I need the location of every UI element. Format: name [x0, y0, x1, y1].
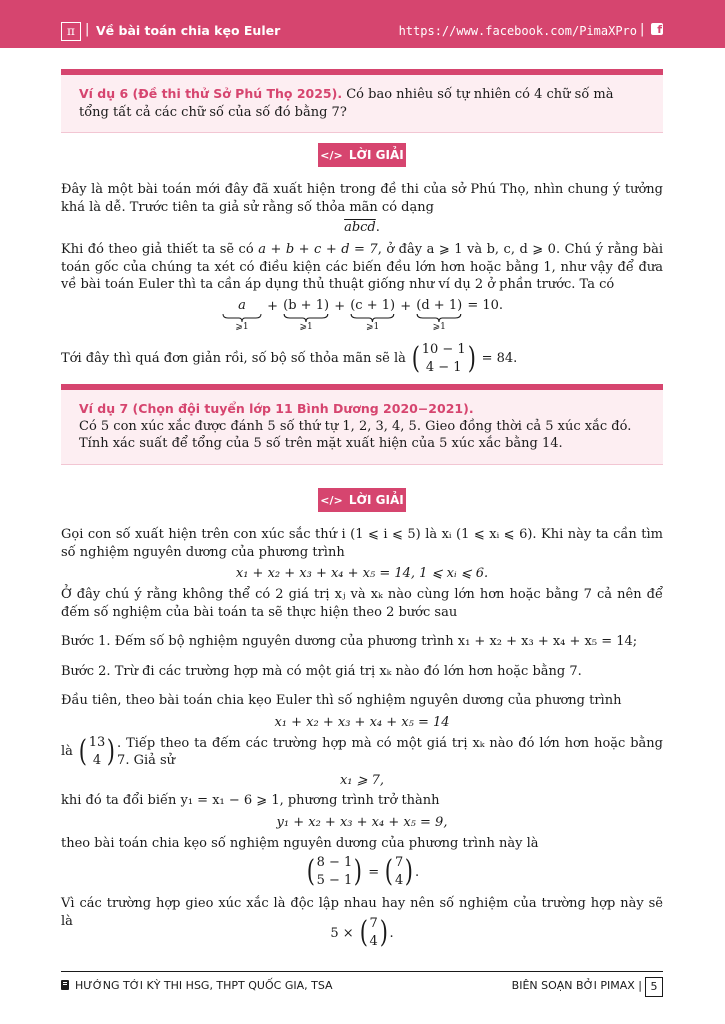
solution-badge — [318, 143, 406, 167]
term-d — [416, 298, 462, 333]
solution-badge — [318, 488, 406, 512]
sol7-equation-4: y₁ + x₂ + x₃ + x₄ + x₅ = 9, — [276, 815, 448, 830]
equals-sign: = — [368, 864, 380, 880]
sol7-paragraph-2: Ở đây chú ý rằng không thể có 2 giá trị xⱼ và xₖ nào cùng lớn hơn hoặc bằng 7 cả nên để đếm số nghiệm của bài toán ta sẽ thực hiện theo 2 bước sau — [61, 587, 663, 620]
sol7-paragraph-7: Vì các trường hợp gieo xúc xắc là độc lập nhau hay nên số nghiệm của trường hợp này sẽ là — [61, 896, 663, 929]
eq-tail: = 10. — [467, 298, 504, 313]
term-text: (c + 1) — [350, 298, 396, 313]
binom-top: 7 — [369, 916, 378, 931]
sol7-paragraph-6: theo bài toán chia kẹo số nghiệm nguyên dương của phương trình này là — [61, 836, 539, 851]
sol6-p2-end: , ở đây a ⩾ 1 và b, c, d ⩾ 0. Chú ý rằng bài toán gốc của chúng ta xét có điều kiện các biến đều lớn hơn hoặc bằng 1, như vậy để đưa về bài toán Euler thì ta cần áp dụng thủ thuật giống như ví dụ 2 ở phần trước. Ta có — [61, 242, 664, 292]
sol6-paragraph-3 — [61, 340, 663, 378]
underbrace-equation: a ⩾1 + (b + 1) ⩾1 + (c + 1) ⩾1 + (d + 1) ⩾1 = 10. — [61, 298, 663, 333]
solution-label: LỜI GIẢI — [348, 148, 404, 162]
underbrace-icon — [350, 314, 395, 322]
binomial-7-4-b: ( 7 4 ) — [384, 854, 414, 889]
binom-bottom: 4 — [369, 934, 378, 949]
term-c — [350, 298, 395, 333]
term-text: a — [238, 298, 246, 313]
binomial-13-4: ( 13 4 ) — [78, 734, 116, 769]
example-7-title: Ví dụ 7 (Chọn đội tuyển lớp 11 Bình Dương 2020−2021). — [79, 401, 474, 416]
sol6-p2-start: Khi đó theo giả thiết ta sẽ có — [61, 242, 254, 257]
number-abcd: abcd — [344, 220, 376, 235]
binom-top: 7 — [394, 855, 404, 870]
term-condition: ⩾1 — [432, 322, 446, 332]
underbrace-icon — [222, 314, 262, 322]
sum-equation: a + b + c + d = 7 — [258, 242, 378, 257]
footer-left — [61, 979, 333, 992]
sol7-equation-6 — [61, 913, 663, 953]
sol7-step-2: Bước 2. Trừ đi các trường hợp mà có một giá trị xₖ nào đó lớn hơn hoặc bằng 7. — [61, 664, 582, 679]
term-a — [222, 298, 262, 333]
example-6-box — [61, 69, 663, 132]
sol7-paragraph-5: khi đó ta đổi biến y₁ = x₁ − 6 ⩾ 1, phương trình trở thành — [61, 793, 440, 808]
sol7-equation-5 — [61, 852, 663, 892]
header-title: Về bài toán chia kẹo Euler — [96, 23, 281, 38]
sol7-equation-1: x₁ + x₂ + x₃ + x₄ + x₅ = 14, 1 ⩽ xᵢ ⩽ 6. — [235, 566, 489, 581]
binomial-7-4-c: ( 7 4 ) — [359, 915, 388, 950]
term-condition: ⩾1 — [299, 322, 313, 332]
footer-rule — [61, 971, 663, 972]
page-number: 5 — [645, 977, 663, 997]
underbrace-icon — [416, 314, 462, 322]
footer-left-text: HƯỚNG TỚI KỲ THI HSG, THPT QUỐC GIA, TSA — [75, 979, 333, 992]
code-icon: </> — [320, 149, 343, 162]
book-icon — [61, 980, 69, 990]
binom-top: 8 − 1 — [316, 855, 353, 870]
binom-bottom: 4 — [394, 873, 404, 888]
page-header — [0, 0, 725, 48]
term-b — [283, 298, 329, 333]
sol7-p4-suffix: . Tiếp theo ta đếm các trường hợp mà có một giá trị xₖ nào đó lớn hơn hoặc bằng 7. Giả sử — [117, 735, 663, 768]
sol7-equation-3: x₁ ⩾ 7, — [339, 773, 385, 788]
binomial-7-4-a: ( 8 − 1 5 − 1 ) — [306, 854, 363, 889]
sol7-paragraph-1: Gọi con số xuất hiện trên con xúc sắc thứ i (1 ⩽ i ⩽ 5) là xᵢ (1 ⩽ xᵢ ⩽ 6). Khi này ta cần tìm số nghiệm nguyên dương của phương trình — [61, 527, 663, 560]
sol7-p4-prefix: là — [61, 744, 73, 760]
eq5-end: . — [414, 864, 420, 880]
code-icon: </> — [320, 494, 343, 507]
term-text: (b + 1) — [283, 298, 330, 313]
term-text: (d + 1) — [416, 298, 463, 313]
example-6-title: Ví dụ 6 (Đề thi thử Sở Phú Thọ 2025). — [79, 86, 343, 101]
binomial-10-4: ( 10 − 1 4 − 1 ) — [411, 341, 476, 376]
binom-bottom: 5 − 1 — [316, 873, 353, 888]
binom-top: 10 − 1 — [421, 342, 466, 357]
sol7-paragraph-4 — [61, 733, 663, 771]
footer-author: BIÊN SOẠN BỞI PIMAX | — [511, 979, 642, 992]
eq6-prefix: 5 × — [330, 925, 354, 941]
binom-bottom: 4 — [92, 753, 102, 768]
sol6-result: = 84. — [481, 351, 518, 367]
binom-bottom: 4 − 1 — [425, 360, 462, 375]
header-facebook-link[interactable]: https://www.facebook.com/PimaXPro — [398, 24, 637, 38]
eq6-end: . — [389, 925, 394, 941]
example-7-text: Có 5 con xúc xắc được đánh 5 số thứ tự 1, 2, 3, 4, 5. Gieo đồng thời cả 5 xúc xắc đó. Tính xác suất để tổng của 5 số trên mặt xuất hiện của 5 xúc xắc bằng 14. — [79, 418, 632, 451]
sol6-p3-text: Tới đây thì quá đơn giản rồi, số bộ số thỏa mãn sẽ là — [61, 351, 406, 367]
header-separator: | — [640, 22, 645, 37]
sol7-equation-2: x₁ + x₂ + x₃ + x₄ + x₅ = 14 — [274, 715, 450, 730]
sol6-paragraph-1: Đây là một bài toán mới đây đã xuất hiện trong đề thi của sở Phú Thọ, nhìn chung ý tưởng khá là dễ. Trước tiên ta giả sử rằng số thỏa mãn có dạng — [61, 182, 663, 215]
sol7-paragraph-3: Đầu tiên, theo bài toán chia kẹo Euler thì số nghiệm nguyên dương của phương trình — [61, 693, 622, 708]
example-7-box — [61, 384, 663, 464]
sol7-step-1: Bước 1. Đếm số bộ nghiệm nguyên dương của phương trình x₁ + x₂ + x₃ + x₄ + x₅ = 14; — [61, 634, 638, 649]
term-condition: ⩾1 — [366, 322, 380, 332]
solution-label: LỜI GIẢI — [348, 493, 404, 507]
example-6-text: Có bao nhiêu số tự nhiên có 4 chữ số mà tổng tất cả các chữ số của số đó bằng 7? — [79, 87, 614, 120]
binom-top: 13 — [88, 735, 106, 750]
term-condition: ⩾1 — [235, 322, 249, 332]
pi-logo-icon: π — [61, 22, 81, 41]
header-separator: | — [85, 22, 90, 37]
facebook-icon[interactable]: f — [651, 23, 663, 35]
sol6-paragraph-2 — [61, 241, 663, 294]
sol6-number-form: abcd. — [344, 220, 380, 235]
underbrace-icon — [283, 314, 329, 322]
